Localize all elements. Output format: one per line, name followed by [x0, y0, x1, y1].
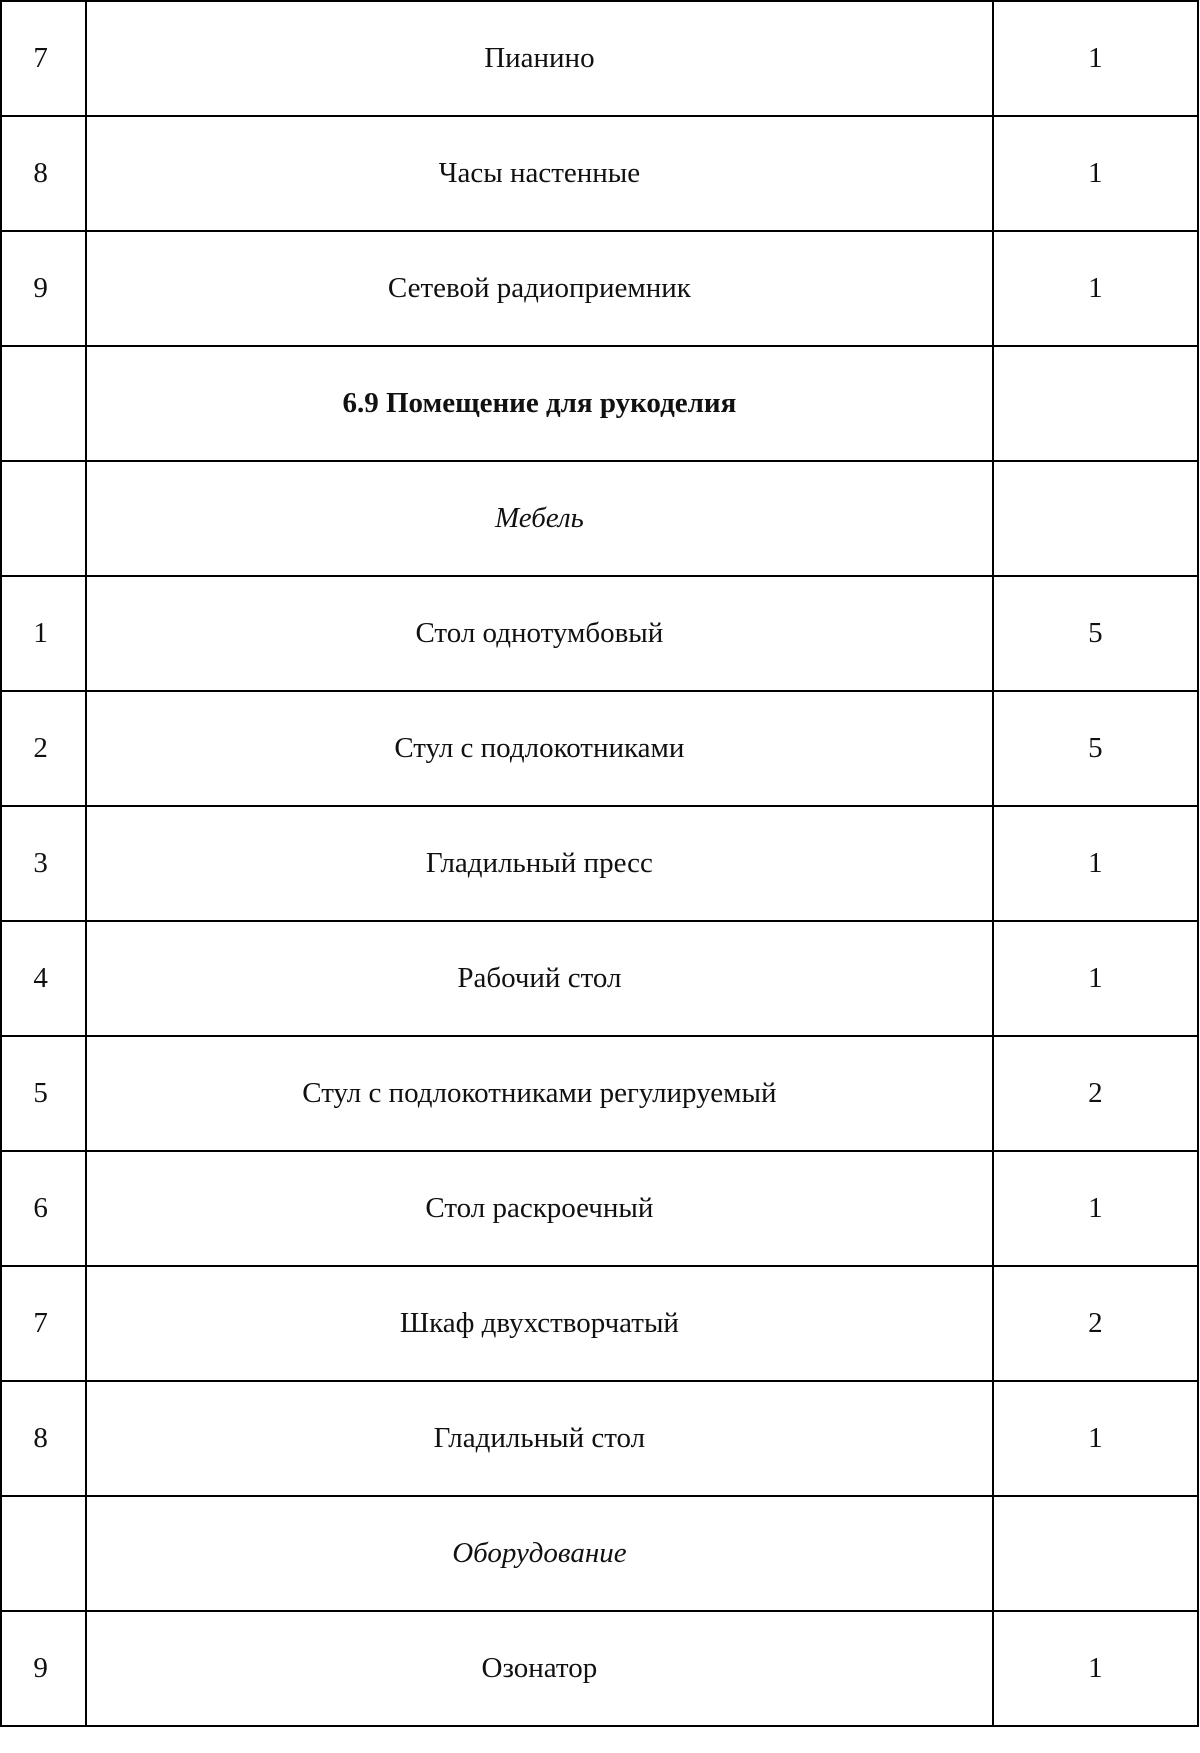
item-quantity: 1 [993, 806, 1198, 921]
category-label: Оборудование [86, 1496, 993, 1611]
row-number: 8 [1, 1381, 86, 1496]
item-quantity: 1 [993, 1611, 1198, 1726]
table-row [1, 1266, 1198, 1381]
item-quantity [993, 346, 1198, 461]
table-row [1, 1036, 1198, 1151]
row-number [1, 1496, 86, 1611]
item-name: Озонатор [86, 1611, 993, 1726]
item-quantity: 2 [993, 1266, 1198, 1381]
row-number: 9 [1, 231, 86, 346]
row-number: 7 [1, 1266, 86, 1381]
table-row [1, 576, 1198, 691]
section-heading: 6.9 Помещение для рукоделия [86, 346, 993, 461]
row-number: 3 [1, 806, 86, 921]
category-label: Мебель [86, 461, 993, 576]
item-name: Сетевой радиоприемник [86, 231, 993, 346]
item-name: Шкаф двухстворчатый [86, 1266, 993, 1381]
item-name: Гладильный стол [86, 1381, 993, 1496]
item-quantity: 1 [993, 116, 1198, 231]
table-row [1, 921, 1198, 1036]
row-number: 2 [1, 691, 86, 806]
table-row [1, 691, 1198, 806]
item-name: Стол раскроечный [86, 1151, 993, 1266]
item-name: Стул с подлокотниками регулируемый [86, 1036, 993, 1151]
row-number [1, 461, 86, 576]
table-row [1, 1151, 1198, 1266]
row-number: 5 [1, 1036, 86, 1151]
row-number: 1 [1, 576, 86, 691]
item-quantity: 5 [993, 576, 1198, 691]
table-row [1, 231, 1198, 346]
item-name: Пианино [86, 1, 993, 116]
item-quantity: 1 [993, 921, 1198, 1036]
item-name: Стол однотумбовый [86, 576, 993, 691]
item-quantity: 1 [993, 1, 1198, 116]
item-quantity: 2 [993, 1036, 1198, 1151]
row-number [1, 346, 86, 461]
row-number: 4 [1, 921, 86, 1036]
item-quantity [993, 461, 1198, 576]
item-name: Гладильный пресс [86, 806, 993, 921]
item-name: Рабочий стол [86, 921, 993, 1036]
item-name: Часы настенные [86, 116, 993, 231]
category-row [1, 461, 1198, 576]
item-name: Стул с подлокотниками [86, 691, 993, 806]
table-body [1, 1, 1198, 1726]
category-row [1, 1496, 1198, 1611]
table-row [1, 116, 1198, 231]
row-number: 9 [1, 1611, 86, 1726]
table-row [1, 1381, 1198, 1496]
table-row [1, 806, 1198, 921]
item-quantity [993, 1496, 1198, 1611]
item-quantity: 1 [993, 1151, 1198, 1266]
row-number: 8 [1, 116, 86, 231]
table-row [1, 1611, 1198, 1726]
row-number: 7 [1, 1, 86, 116]
row-number: 6 [1, 1151, 86, 1266]
item-quantity: 1 [993, 1381, 1198, 1496]
item-quantity: 1 [993, 231, 1198, 346]
section-heading-row [1, 346, 1198, 461]
table-row [1, 1, 1198, 116]
item-quantity: 5 [993, 691, 1198, 806]
